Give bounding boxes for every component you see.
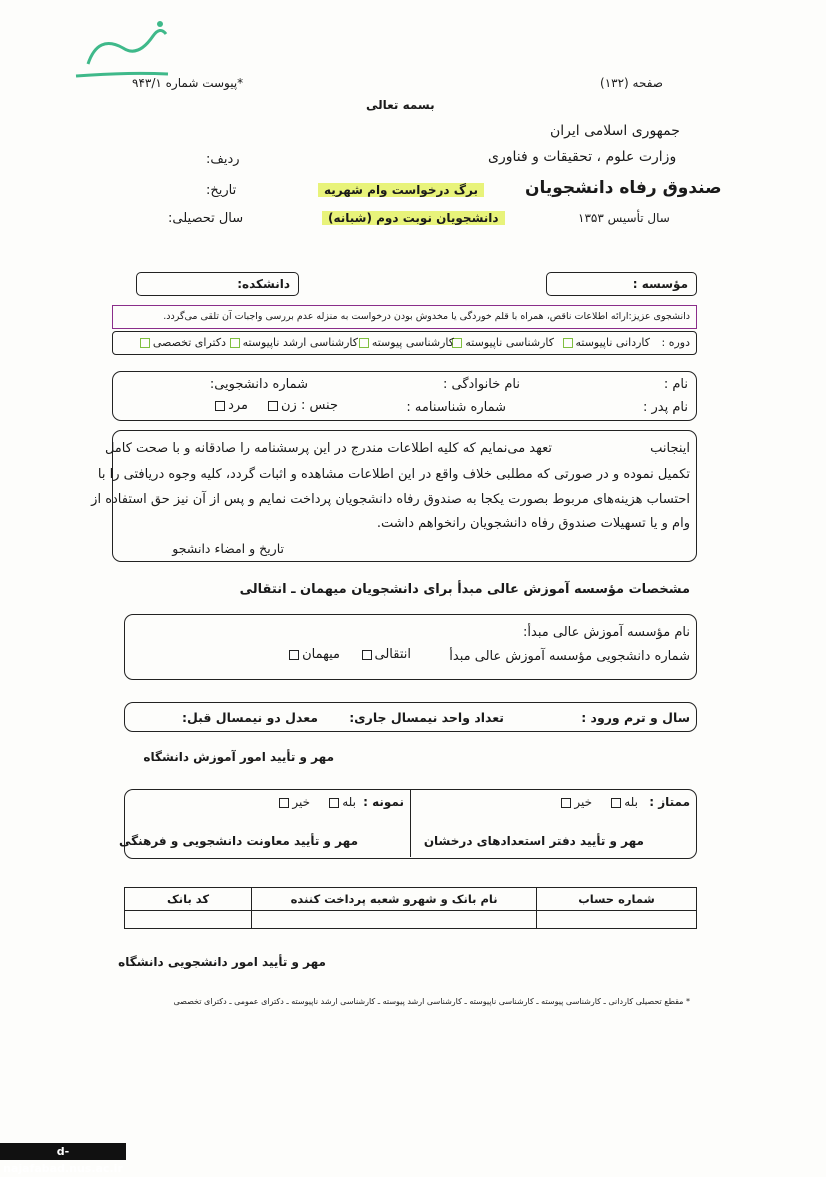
footnote: * مقطع تحصیلی کاردانی ـ کارشناسی پیوسته ـ کارشناسی ناپیوسته ـ کارشناسی ارشد پیوسته ـ کارشناسی ارشد ناپیوسته ـ دکترای عمومی ـ دکترای تخصصی — [173, 997, 690, 1006]
education-seal-label: مهر و تأیید امور آموزش دانشگاه — [143, 750, 334, 764]
student-affairs-seal-label: مهر و تأیید امور دانشجویی دانشگاه — [118, 955, 326, 969]
degree-option-masters[interactable]: کارشناسی ارشد ناپیوسته — [227, 336, 358, 349]
date-label: تاریخ: — [206, 183, 237, 198]
exemplary-yes[interactable]: بله — [326, 795, 356, 809]
form-title: برگ درخواست وام شهریه — [318, 183, 484, 197]
bank-table — [124, 887, 697, 929]
approval-box — [119, 789, 697, 859]
excellent-yes[interactable]: بله — [608, 795, 638, 809]
degree-option-bachelor-noncontinuous[interactable]: کارشناسی ناپیوسته — [449, 336, 554, 349]
exemplary-label: نمونه : — [363, 795, 404, 809]
pledge-line: وام و یا تسهیلات صندوق رفاه دانشجویان رانخواهم داشت. — [376, 516, 690, 531]
guest-option[interactable]: میهمان — [286, 647, 340, 662]
signature-label: تاریخ و امضاء دانشجو — [172, 541, 284, 556]
account-number-cell[interactable] — [537, 911, 697, 929]
talents-seal-label: مهر و تأیید دفتر استعدادهای درخشان — [423, 834, 644, 848]
father-label: نام پدر : — [643, 400, 688, 415]
pledge-line: تکمیل نموده و در صورتی که مطلبی خلاف واقع در این اطلاعات مشاهده و اثبات گردد، کلیه وجوه دریافتی را با — [97, 467, 690, 482]
units-label: تعداد واحد نیمسال جاری: — [349, 710, 504, 725]
divider — [410, 790, 411, 857]
shabaneh-stamp — [68, 14, 178, 84]
bank-code-cell[interactable] — [125, 911, 252, 929]
degree-row — [112, 331, 697, 355]
degree-label: دوره : — [661, 336, 690, 349]
ministry: وزارت علوم ، تحقیقات و فناوری — [488, 149, 677, 165]
notice-text: دانشجوی عزیز:ارائه اطلاعات ناقص، همراه با قلم خوردگی یا مخدوش بودن درخواست به منزله عدم بررسی واجبات آن تلقی می‌گردد. — [163, 311, 690, 322]
checkbox[interactable] — [359, 338, 369, 348]
source-label: d-najafabad.nus.ac.ir — [0, 1143, 126, 1160]
checkbox[interactable] — [289, 650, 299, 660]
table-header-row — [125, 888, 697, 911]
degree-option-phd[interactable]: دکترای تخصصی — [137, 336, 226, 349]
academic-year-label: سال تحصیلی: — [168, 211, 244, 226]
bismillah: بسمه تعالی — [366, 98, 435, 112]
degree-option-associate[interactable]: کاردانی ناپیوسته — [560, 336, 651, 349]
origin-heading: مشخصات مؤسسه آموزش عالی مبدأ برای دانشجویان میهمان ـ انتقالی — [239, 582, 690, 597]
id-number-label: شماره شناسنامه : — [406, 400, 506, 415]
notice-box — [112, 305, 697, 329]
pledge-intro: اینجانب — [650, 441, 690, 456]
checkbox[interactable] — [279, 798, 289, 808]
origin-student-number-label: شماره دانشجویی مؤسسه آموزش عالی مبدأ — [449, 649, 690, 664]
exemplary-no[interactable]: خیر — [276, 795, 310, 809]
entry-term-label: سال و ترم ورود : — [581, 710, 690, 725]
faculty-label: دانشکده: — [237, 277, 290, 291]
bank-branch-header: نام بانک و شهرو شعبه پرداخت کننده — [252, 888, 537, 911]
gpa-label: معدل دو نیمسال قبل: — [182, 710, 318, 725]
name-label: نام : — [663, 377, 688, 392]
table-row — [125, 911, 697, 929]
checkbox[interactable] — [215, 401, 225, 411]
founded-year: سال تأسیس ۱۳۵۳ — [578, 211, 670, 225]
origin-name-label: نام مؤسسه آموزش عالی مبدأ: — [523, 625, 690, 640]
bank-code-header: کد بانک — [125, 888, 252, 911]
gender-male[interactable]: مرد — [212, 398, 248, 413]
row-label: ردیف: — [206, 152, 240, 167]
account-number-header: شماره حساب — [537, 888, 697, 911]
student-number-label: شماره دانشجویی: — [209, 377, 308, 392]
checkbox[interactable] — [563, 338, 573, 348]
page-number: صفحه (۱۳۲) — [600, 76, 663, 90]
personal-info-box — [112, 371, 697, 421]
transfer-option[interactable]: انتقالی — [359, 647, 412, 662]
fund-name: صندوق رفاه دانشجویان — [525, 178, 722, 198]
semester-box — [124, 702, 697, 732]
degree-option-bachelor-continuous[interactable]: کارشناسی پیوسته — [356, 336, 454, 349]
checkbox[interactable] — [140, 338, 150, 348]
family-label: نام خانوادگی : — [442, 377, 520, 392]
checkbox[interactable] — [561, 798, 571, 808]
bank-branch-cell[interactable] — [252, 911, 537, 929]
attachment-number: *پیوست شماره ۹۴۳/۱ — [132, 76, 244, 90]
checkbox[interactable] — [362, 650, 372, 660]
country: جمهوری اسلامی ایران — [550, 123, 680, 139]
pledge-box — [91, 430, 697, 562]
pledge-line: تعهد می‌نمایم که کلیه اطلاعات مندرج در این پرسشنامه را صادقانه و با صحت کامل — [104, 441, 552, 456]
faculty-field[interactable] — [136, 272, 299, 296]
checkbox[interactable] — [268, 401, 278, 411]
checkbox[interactable] — [611, 798, 621, 808]
excellent-label: ممتاز : — [649, 795, 690, 809]
pledge-line: احتساب هزینه‌های مربوط بصورت یکجا به صندوق رفاه دانشجویان پرداخت نمایم و پس از آن نیز حق استفاده از — [91, 492, 690, 507]
deputy-seal-label: مهر و تأیید معاونت دانشجویی و فرهنگی — [119, 834, 358, 848]
checkbox[interactable] — [230, 338, 240, 348]
form-subtitle: دانشجویان نوبت دوم (شبانه) — [322, 211, 505, 225]
checkbox[interactable] — [329, 798, 339, 808]
institute-field[interactable] — [546, 272, 697, 296]
gender-female[interactable]: جنس : زن — [265, 398, 338, 413]
origin-box — [124, 614, 697, 680]
institute-label: مؤسسه : — [632, 277, 688, 291]
excellent-no[interactable]: خیر — [558, 795, 592, 809]
